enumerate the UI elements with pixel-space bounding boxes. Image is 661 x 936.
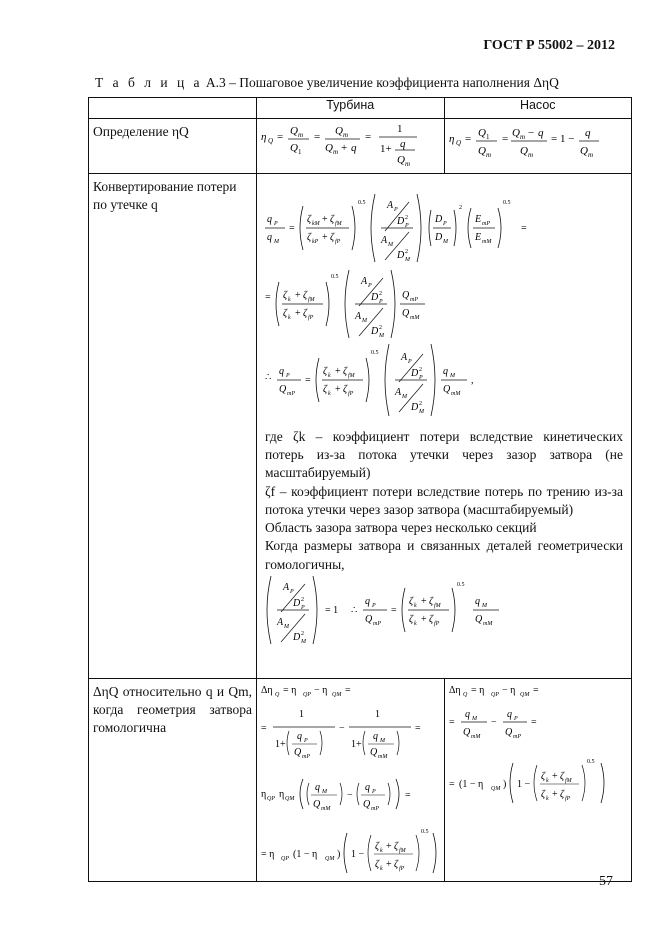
svg-text:q: q — [279, 366, 284, 377]
svg-text:∴: ∴ — [351, 604, 358, 616]
row-label-delta: ΔηQ относительно q и Qm, когда геометрия затвора гомологична — [93, 684, 252, 736]
svg-text:η: η — [448, 133, 454, 145]
svg-text:Q: Q — [279, 384, 287, 395]
svg-text:ζ: ζ — [283, 308, 288, 319]
svg-text:q: q — [365, 782, 370, 793]
svg-text:0.5: 0.5 — [331, 274, 339, 280]
svg-text:M: M — [301, 638, 306, 645]
svg-text:D: D — [397, 216, 405, 227]
svg-text:mP: mP — [287, 391, 295, 397]
svg-text:Q: Q — [579, 145, 588, 157]
svg-text:fP: fP — [308, 315, 314, 321]
svg-text:P: P — [443, 221, 447, 227]
svg-text:QP: QP — [303, 692, 311, 698]
svg-text:+: + — [341, 142, 348, 154]
svg-text:q: q — [475, 595, 480, 607]
svg-text:=: = — [345, 685, 351, 696]
svg-text:A: A — [395, 387, 402, 398]
svg-text:mP: mP — [512, 734, 521, 740]
svg-text:D: D — [371, 292, 379, 303]
svg-text:2: 2 — [379, 325, 382, 331]
svg-text:fM: fM — [348, 373, 355, 379]
svg-text:ζ: ζ — [394, 859, 399, 870]
table-a3 — [88, 97, 632, 882]
svg-text:mP: mP — [371, 806, 379, 812]
svg-text:2: 2 — [301, 630, 304, 637]
svg-text:q: q — [297, 731, 302, 742]
svg-text:Q: Q — [370, 747, 378, 758]
svg-text:1+: 1+ — [351, 739, 362, 750]
svg-text:M: M — [362, 318, 367, 324]
svg-text:= 1 −: = 1 − — [550, 133, 574, 145]
svg-text:mM: mM — [482, 239, 492, 245]
svg-text:=: = — [265, 292, 271, 303]
svg-text:A: A — [283, 581, 290, 593]
svg-text:ζ: ζ — [343, 366, 348, 377]
formula-homologous — [265, 574, 525, 646]
svg-text:2: 2 — [379, 291, 382, 297]
svg-text:+: + — [551, 789, 558, 800]
svg-text:A: A — [361, 276, 368, 287]
svg-text:− η: − η — [314, 685, 328, 696]
svg-text:+: + — [295, 290, 301, 301]
svg-text:=: = — [521, 223, 527, 234]
svg-text:E: E — [475, 232, 482, 243]
svg-text:= 1: = 1 — [325, 604, 339, 616]
svg-text:−: − — [347, 790, 353, 801]
svg-text:mM: mM — [451, 391, 461, 397]
svg-text:1 −: 1 − — [516, 779, 530, 790]
svg-text:+: + — [386, 859, 392, 870]
svg-text:D: D — [371, 326, 379, 337]
formula-leakage-conversion — [265, 182, 625, 422]
svg-text:0.5: 0.5 — [358, 200, 366, 206]
svg-text:mM: mM — [378, 754, 388, 760]
svg-text:Q: Q — [397, 154, 405, 166]
column-header-pump: Насос — [444, 98, 632, 119]
svg-text:D: D — [435, 214, 443, 225]
svg-text:M: M — [322, 789, 327, 795]
svg-text:q: q — [443, 366, 448, 377]
svg-text:ζ: ζ — [559, 771, 564, 782]
svg-text:Q: Q — [294, 747, 302, 758]
svg-text:P: P — [368, 283, 372, 289]
svg-text:q: q — [267, 214, 272, 225]
svg-text:2: 2 — [405, 249, 408, 255]
svg-text:q: q — [315, 782, 320, 793]
svg-text:= η: = η — [283, 685, 297, 696]
svg-text:k: k — [380, 866, 383, 872]
svg-text:M: M — [419, 409, 424, 415]
svg-text:ζ: ζ — [540, 771, 545, 782]
svg-text:mP: mP — [410, 297, 418, 303]
svg-text:ζ: ζ — [540, 789, 545, 800]
zeta-k-description: где ζk – коэффициент потери вследствие кинетических потерь из-за потока утечки через зазор затвора (не масштабируемый) — [265, 429, 623, 481]
svg-text:1+: 1+ — [275, 739, 286, 750]
svg-text:A: A — [401, 352, 408, 363]
svg-text:2: 2 — [419, 367, 422, 373]
caption-text: А.3 – Пошаговое увеличение коэффициента наполнения ΔηQ — [202, 75, 559, 90]
svg-text:k: k — [414, 620, 417, 627]
svg-text:1: 1 — [298, 148, 302, 156]
svg-text:q: q — [351, 142, 357, 154]
svg-text:M: M — [402, 394, 407, 400]
svg-text:D: D — [293, 597, 301, 609]
svg-text:QM: QM — [519, 692, 529, 698]
svg-text:ζ: ζ — [394, 841, 399, 852]
svg-text:η: η — [261, 131, 267, 143]
svg-text:−: − — [527, 127, 534, 139]
svg-text:M: M — [274, 239, 279, 245]
svg-text:mP: mP — [302, 754, 310, 760]
svg-text:P: P — [372, 789, 376, 795]
gap-area-note: Область зазора затвора через несколько секций — [265, 520, 537, 536]
svg-text:P: P — [379, 299, 383, 305]
svg-text:m: m — [519, 133, 525, 141]
svg-text:Q: Q — [477, 127, 486, 139]
svg-text:=: = — [305, 375, 311, 386]
svg-text:M: M — [443, 239, 448, 245]
svg-text:ζ: ζ — [559, 789, 564, 800]
table-caption — [95, 75, 559, 91]
svg-text:fM: fM — [434, 602, 441, 609]
formula-turbine-delta — [257, 679, 442, 877]
svg-text:P: P — [290, 588, 294, 595]
svg-text:+: + — [551, 771, 558, 782]
svg-text:1 −: 1 − — [351, 849, 365, 860]
svg-text:fP: fP — [434, 620, 440, 627]
svg-text:Q: Q — [504, 727, 512, 738]
svg-text:): ) — [502, 779, 506, 790]
svg-text:+: + — [421, 613, 427, 625]
svg-text:+: + — [295, 308, 301, 319]
svg-text:P: P — [405, 223, 409, 229]
svg-text:m: m — [527, 151, 533, 159]
svg-text:A: A — [355, 311, 362, 322]
svg-text:Q: Q — [511, 127, 520, 139]
svg-text:+: + — [335, 384, 341, 395]
svg-text:ζ: ζ — [429, 595, 434, 607]
svg-text:QM: QM — [285, 796, 295, 802]
svg-text:QM: QM — [490, 786, 500, 792]
svg-text:k: k — [414, 602, 417, 609]
svg-text:=: = — [405, 790, 411, 801]
svg-text:fM: fM — [308, 297, 315, 303]
svg-text:ζ: ζ — [323, 384, 328, 395]
svg-text:kP: kP — [312, 239, 319, 245]
svg-text:Q: Q — [290, 125, 298, 137]
svg-text:+: + — [335, 366, 341, 377]
row-label-definition: Определение ηQ — [93, 124, 189, 139]
pump-delta-cell — [444, 679, 632, 882]
svg-text:= η: = η — [261, 849, 275, 860]
svg-text:=: = — [415, 723, 421, 734]
svg-text:q: q — [400, 138, 406, 150]
pump-efficiency-formula — [444, 119, 632, 174]
svg-text:ζ: ζ — [429, 613, 434, 625]
svg-text:k: k — [288, 315, 291, 321]
svg-text:=: = — [501, 133, 508, 145]
svg-text:Q: Q — [335, 125, 343, 137]
svg-text:D: D — [293, 631, 301, 643]
homologous-note: Когда размеры затвора и связанных деталей геометрически гомологичны, — [265, 538, 623, 572]
turbine-efficiency-formula — [257, 119, 445, 174]
svg-text:Δη: Δη — [261, 685, 273, 696]
svg-text:=: = — [314, 131, 321, 143]
svg-text:0.5: 0.5 — [457, 581, 465, 588]
svg-text:M: M — [388, 242, 393, 248]
svg-text:= η: = η — [470, 685, 484, 696]
svg-text:ζ: ζ — [409, 595, 414, 607]
svg-text:mM: mM — [470, 734, 480, 740]
svg-text:q: q — [464, 709, 470, 720]
svg-text:q: q — [584, 127, 590, 139]
svg-text:+: + — [322, 232, 328, 243]
svg-text:=: = — [530, 717, 537, 728]
svg-text:Q: Q — [290, 142, 298, 154]
svg-text:Q: Q — [519, 145, 528, 157]
svg-text:η: η — [279, 789, 285, 800]
column-header-turbine: Турбина — [257, 98, 445, 119]
svg-text:,: , — [471, 375, 474, 386]
svg-text:+: + — [322, 214, 328, 225]
svg-text:D: D — [397, 250, 405, 261]
svg-text:D: D — [435, 232, 443, 243]
svg-text:0.5: 0.5 — [371, 350, 379, 356]
svg-text:M: M — [380, 738, 385, 744]
svg-text:ζ: ζ — [409, 613, 414, 625]
formula-turbine-efficiency — [257, 119, 442, 169]
svg-text:QM: QM — [325, 856, 335, 862]
svg-text:ζ: ζ — [343, 384, 348, 395]
formula-pump-delta — [445, 679, 630, 819]
svg-text:2: 2 — [301, 596, 304, 603]
svg-text:P: P — [394, 207, 398, 213]
svg-text:k: k — [545, 796, 549, 802]
svg-text:∴: ∴ — [265, 372, 272, 383]
svg-text:ζ: ζ — [323, 366, 328, 377]
svg-text:0.5: 0.5 — [421, 829, 429, 835]
svg-text:Q: Q — [363, 799, 371, 810]
formula-pump-efficiency — [445, 119, 630, 169]
svg-text:fP: fP — [564, 796, 570, 802]
svg-text:fM: fM — [399, 848, 406, 854]
svg-text:fM: fM — [335, 221, 342, 227]
svg-text:mM: mM — [410, 315, 420, 321]
svg-text:E: E — [475, 214, 482, 225]
svg-text:1: 1 — [299, 709, 304, 720]
svg-text:D: D — [411, 368, 419, 379]
svg-text:fP: fP — [399, 866, 405, 872]
svg-text:(1 − η: (1 − η — [458, 779, 483, 790]
svg-text:ζ: ζ — [375, 841, 380, 852]
svg-text:=: = — [448, 717, 455, 728]
svg-text:QP: QP — [490, 692, 499, 698]
svg-text:ζ: ζ — [330, 232, 335, 243]
svg-text:Q: Q — [462, 727, 470, 738]
svg-text:A: A — [277, 616, 284, 628]
svg-text:k: k — [328, 391, 331, 397]
svg-text:q: q — [537, 127, 543, 139]
svg-text:=: = — [277, 131, 284, 143]
svg-text:=: = — [261, 723, 267, 734]
svg-text:=: = — [391, 604, 397, 616]
svg-text:ζ: ζ — [303, 308, 308, 319]
svg-text:P: P — [286, 373, 290, 379]
svg-text:Q: Q — [313, 799, 321, 810]
svg-text:m: m — [587, 151, 593, 159]
svg-text:M: M — [379, 333, 384, 339]
svg-text:2: 2 — [405, 215, 408, 221]
svg-text:2: 2 — [459, 205, 462, 211]
svg-text:Q: Q — [268, 137, 274, 145]
svg-text:− η: − η — [501, 685, 515, 696]
svg-text:1+: 1+ — [380, 143, 392, 155]
svg-text:−: − — [490, 717, 497, 728]
svg-text:P: P — [301, 604, 305, 611]
svg-text:q: q — [506, 709, 512, 720]
svg-text:Q: Q — [443, 384, 451, 395]
svg-text:k: k — [288, 297, 291, 303]
svg-text:(1 − η: (1 − η — [293, 849, 318, 860]
svg-text:1: 1 — [375, 709, 380, 720]
svg-text:Q: Q — [475, 613, 483, 625]
svg-text:m: m — [405, 160, 411, 168]
svg-text:m: m — [343, 131, 349, 139]
svg-text:M: M — [482, 602, 487, 609]
svg-text:m: m — [485, 151, 491, 159]
svg-text:=: = — [464, 133, 471, 145]
svg-text:ζ: ζ — [307, 232, 312, 243]
svg-text:P: P — [372, 602, 376, 609]
svg-text:=: = — [289, 223, 295, 234]
svg-text:k: k — [380, 848, 383, 854]
svg-text:M: M — [405, 257, 410, 263]
svg-text:Δη: Δη — [448, 685, 461, 696]
svg-text:ζ: ζ — [283, 290, 288, 301]
page-number: 57 — [599, 874, 613, 889]
svg-text:Q: Q — [477, 145, 486, 157]
svg-text:η: η — [261, 789, 267, 800]
svg-text:q: q — [365, 595, 370, 607]
svg-text:+: + — [421, 595, 427, 607]
svg-text:m: m — [298, 131, 304, 139]
svg-text:M: M — [450, 373, 455, 379]
svg-text:ζ: ζ — [303, 290, 308, 301]
svg-text:2: 2 — [419, 401, 422, 407]
svg-text:Q: Q — [462, 692, 467, 698]
svg-text:mM: mM — [321, 806, 331, 812]
svg-text:P: P — [408, 359, 412, 365]
svg-text:ζ: ζ — [375, 859, 380, 870]
svg-text:M: M — [284, 623, 289, 630]
svg-text:q: q — [373, 731, 378, 742]
svg-text:Q: Q — [455, 139, 461, 147]
svg-text:P: P — [304, 738, 308, 744]
svg-text:=: = — [532, 685, 539, 696]
svg-text:mP: mP — [482, 221, 490, 227]
svg-text:P: P — [274, 221, 278, 227]
svg-text:A: A — [381, 235, 388, 246]
svg-text:mM: mM — [483, 620, 493, 627]
svg-text:D: D — [411, 402, 419, 413]
conversion-cell — [257, 174, 632, 679]
svg-text:ζ: ζ — [307, 214, 312, 225]
svg-text:1: 1 — [397, 123, 403, 135]
svg-text:A: A — [387, 200, 394, 211]
svg-text:M: M — [471, 716, 477, 722]
svg-text:P: P — [419, 375, 423, 381]
table-corner — [89, 98, 257, 119]
svg-text:fM: fM — [564, 778, 572, 784]
standard-number: ГОСТ Р 55002 – 2012 — [483, 38, 615, 53]
caption-prefix: Т а б л и ц а — [95, 75, 203, 90]
svg-text:QP: QP — [267, 796, 275, 802]
svg-text:+: + — [386, 841, 392, 852]
svg-text:−: − — [339, 723, 345, 734]
svg-text:0.5: 0.5 — [586, 759, 594, 765]
svg-text:1: 1 — [485, 133, 489, 141]
svg-text:m: m — [333, 148, 339, 156]
svg-text:QP: QP — [281, 856, 289, 862]
svg-text:Q: Q — [275, 692, 280, 698]
turbine-delta-cell — [257, 679, 445, 882]
svg-text:k: k — [545, 778, 549, 784]
svg-text:fP: fP — [348, 391, 354, 397]
svg-text:Q: Q — [365, 613, 373, 625]
svg-text:=: = — [365, 131, 372, 143]
svg-text:Q: Q — [402, 308, 410, 319]
svg-text:fP: fP — [335, 239, 341, 245]
svg-text:q: q — [267, 232, 272, 243]
svg-text:): ) — [337, 849, 341, 860]
svg-text:P: P — [513, 716, 518, 722]
svg-text:mP: mP — [373, 620, 381, 627]
zeta-f-description: ζf – коэффициент потери вследствие потерь по трению из-за потока утечки через зазор затвора (масштабируемый) — [265, 483, 623, 517]
svg-text:=: = — [448, 779, 455, 790]
svg-text:Q: Q — [325, 142, 333, 154]
svg-text:ζ: ζ — [330, 214, 335, 225]
svg-text:kM: kM — [312, 221, 320, 227]
row-label-conversion: Конвертирование потери по утечке q — [93, 179, 237, 213]
svg-text:k: k — [328, 373, 331, 379]
svg-text:Q: Q — [402, 290, 410, 301]
svg-text:0.5: 0.5 — [503, 200, 511, 206]
svg-text:QM: QM — [332, 692, 342, 698]
